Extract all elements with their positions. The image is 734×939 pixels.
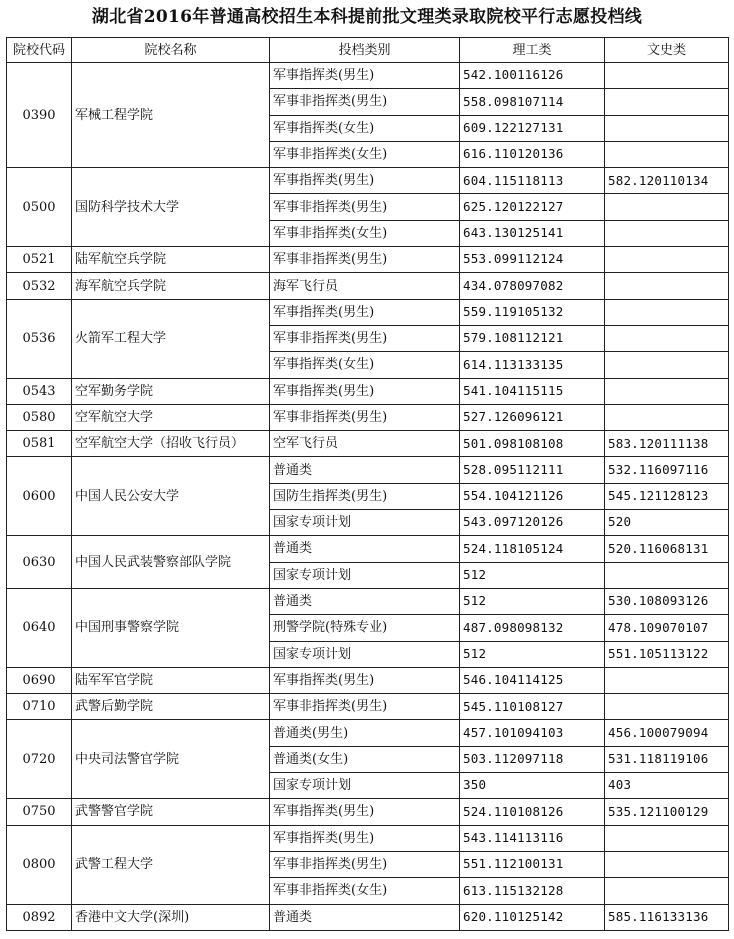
science-score-cell: 620.110125142 bbox=[460, 904, 605, 930]
science-score-cell: 551.112100131 bbox=[460, 851, 605, 877]
category-cell: 军事非指挥类(男生) bbox=[270, 694, 460, 720]
arts-score-cell bbox=[605, 115, 729, 141]
science-score-cell: 503.112097118 bbox=[460, 746, 605, 772]
category-cell: 军事指挥类(男生) bbox=[270, 825, 460, 851]
school-name-cell: 中国人民公安大学 bbox=[72, 457, 270, 536]
table-row bbox=[7, 457, 729, 483]
science-score-cell: 613.115132128 bbox=[460, 878, 605, 904]
school-name-cell: 空军航空大学 bbox=[72, 404, 270, 430]
arts-score-cell bbox=[605, 878, 729, 904]
school-code-cell: 0720 bbox=[7, 720, 72, 799]
school-code-cell: 0500 bbox=[7, 168, 72, 247]
school-name-cell: 香港中文大学(深圳) bbox=[72, 904, 270, 930]
science-score-cell: 528.095112111 bbox=[460, 457, 605, 483]
header-school-code: 院校代码 bbox=[7, 38, 72, 63]
category-cell: 军事指挥类(男生) bbox=[270, 63, 460, 89]
school-code-cell: 0581 bbox=[7, 431, 72, 457]
school-name-cell: 陆军航空兵学院 bbox=[72, 247, 270, 273]
table-row bbox=[7, 904, 729, 930]
table-row bbox=[7, 694, 729, 720]
school-name-cell: 海军航空兵学院 bbox=[72, 273, 270, 299]
table-row bbox=[7, 378, 729, 404]
header-science: 理工类 bbox=[460, 38, 605, 63]
science-score-cell: 625.120122127 bbox=[460, 194, 605, 220]
science-score-cell: 524.110108126 bbox=[460, 799, 605, 825]
science-score-cell: 554.104121126 bbox=[460, 483, 605, 509]
category-cell: 国家专项计划 bbox=[270, 562, 460, 588]
category-cell: 军事指挥类(男生) bbox=[270, 168, 460, 194]
arts-score-cell: 456.100079094 bbox=[605, 720, 729, 746]
arts-score-cell bbox=[605, 220, 729, 246]
arts-score-cell bbox=[605, 562, 729, 588]
school-code-cell: 0800 bbox=[7, 825, 72, 904]
header-arts: 文史类 bbox=[605, 38, 729, 63]
arts-score-cell bbox=[605, 352, 729, 378]
science-score-cell: 512 bbox=[460, 641, 605, 667]
category-cell: 国防生指挥类(男生) bbox=[270, 483, 460, 509]
category-cell: 军事非指挥类(女生) bbox=[270, 141, 460, 167]
school-name-cell: 武警警官学院 bbox=[72, 799, 270, 825]
school-code-cell: 0600 bbox=[7, 457, 72, 536]
arts-score-cell bbox=[605, 694, 729, 720]
arts-score-cell: 551.105113122 bbox=[605, 641, 729, 667]
table-row bbox=[7, 168, 729, 194]
arts-score-cell: 403 bbox=[605, 773, 729, 799]
arts-score-cell bbox=[605, 667, 729, 693]
arts-score-cell: 531.118119106 bbox=[605, 746, 729, 772]
table-row bbox=[7, 799, 729, 825]
science-score-cell: 512 bbox=[460, 562, 605, 588]
science-score-cell: 614.113133135 bbox=[460, 352, 605, 378]
science-score-cell: 545.110108127 bbox=[460, 694, 605, 720]
school-code-cell: 0532 bbox=[7, 273, 72, 299]
arts-score-cell bbox=[605, 299, 729, 325]
category-cell: 普通类 bbox=[270, 457, 460, 483]
header-category: 投档类别 bbox=[270, 38, 460, 63]
science-score-cell: 558.098107114 bbox=[460, 89, 605, 115]
arts-score-cell: 520.116068131 bbox=[605, 536, 729, 562]
arts-score-cell bbox=[605, 325, 729, 351]
category-cell: 军事非指挥类(男生) bbox=[270, 404, 460, 430]
arts-score-cell bbox=[605, 247, 729, 273]
category-cell: 军事指挥类(女生) bbox=[270, 352, 460, 378]
table-row bbox=[7, 63, 729, 89]
school-name-cell: 中央司法警官学院 bbox=[72, 720, 270, 799]
science-score-cell: 487.098098132 bbox=[460, 615, 605, 641]
science-score-cell: 559.119105132 bbox=[460, 299, 605, 325]
arts-score-cell bbox=[605, 851, 729, 877]
arts-score-cell: 545.121128123 bbox=[605, 483, 729, 509]
arts-score-cell: 520 bbox=[605, 510, 729, 536]
school-code-cell: 0630 bbox=[7, 536, 72, 589]
science-score-cell: 541.104115115 bbox=[460, 378, 605, 404]
category-cell: 国家专项计划 bbox=[270, 773, 460, 799]
category-cell: 军事指挥类(男生) bbox=[270, 799, 460, 825]
science-score-cell: 546.104114125 bbox=[460, 667, 605, 693]
science-score-cell: 643.130125141 bbox=[460, 220, 605, 246]
arts-score-cell bbox=[605, 63, 729, 89]
category-cell: 军事非指挥类(男生) bbox=[270, 194, 460, 220]
school-name-cell: 空军勤务学院 bbox=[72, 378, 270, 404]
arts-score-cell: 530.108093126 bbox=[605, 588, 729, 614]
arts-score-cell bbox=[605, 378, 729, 404]
science-score-cell: 501.098108108 bbox=[460, 431, 605, 457]
category-cell: 刑警学院(特殊专业) bbox=[270, 615, 460, 641]
page-title: 湖北省2016年普通高校招生本科提前批文理类录取院校平行志愿投档线 bbox=[91, 7, 643, 27]
science-score-cell: 579.108112121 bbox=[460, 325, 605, 351]
school-name-cell: 国防科学技术大学 bbox=[72, 168, 270, 247]
table-body bbox=[7, 63, 729, 931]
science-score-cell: 553.099112124 bbox=[460, 247, 605, 273]
school-name-cell: 空军航空大学（招收飞行员） bbox=[72, 431, 270, 457]
science-score-cell: 457.101094103 bbox=[460, 720, 605, 746]
school-code-cell: 0750 bbox=[7, 799, 72, 825]
arts-score-cell: 583.120111138 bbox=[605, 431, 729, 457]
category-cell: 普通类(男生) bbox=[270, 720, 460, 746]
school-name-cell: 陆军军官学院 bbox=[72, 667, 270, 693]
science-score-cell: 616.110120136 bbox=[460, 141, 605, 167]
category-cell: 军事非指挥类(女生) bbox=[270, 220, 460, 246]
science-score-cell: 609.122127131 bbox=[460, 115, 605, 141]
science-score-cell: 604.115118113 bbox=[460, 168, 605, 194]
category-cell: 普通类 bbox=[270, 588, 460, 614]
science-score-cell: 524.118105124 bbox=[460, 536, 605, 562]
arts-score-cell: 478.109070107 bbox=[605, 615, 729, 641]
category-cell: 空军飞行员 bbox=[270, 431, 460, 457]
arts-score-cell: 582.120110134 bbox=[605, 168, 729, 194]
category-cell: 军事指挥类(男生) bbox=[270, 378, 460, 404]
arts-score-cell bbox=[605, 273, 729, 299]
school-code-cell: 0536 bbox=[7, 299, 72, 378]
arts-score-cell bbox=[605, 825, 729, 851]
table-row bbox=[7, 720, 729, 746]
school-code-cell: 0892 bbox=[7, 904, 72, 930]
science-score-cell: 543.097120126 bbox=[460, 510, 605, 536]
school-code-cell: 0690 bbox=[7, 667, 72, 693]
school-name-cell: 火箭军工程大学 bbox=[72, 299, 270, 378]
arts-score-cell: 532.116097116 bbox=[605, 457, 729, 483]
arts-score-cell bbox=[605, 194, 729, 220]
school-name-cell: 中国刑事警察学院 bbox=[72, 588, 270, 667]
category-cell: 普通类(女生) bbox=[270, 746, 460, 772]
category-cell: 军事非指挥类(男生) bbox=[270, 851, 460, 877]
category-cell: 军事非指挥类(男生) bbox=[270, 89, 460, 115]
table-row bbox=[7, 299, 729, 325]
arts-score-cell bbox=[605, 404, 729, 430]
header-school-name: 院校名称 bbox=[72, 38, 270, 63]
category-cell: 军事非指挥类(女生) bbox=[270, 878, 460, 904]
admission-score-table bbox=[6, 37, 729, 931]
table-row bbox=[7, 825, 729, 851]
category-cell: 军事非指挥类(男生) bbox=[270, 247, 460, 273]
table-row bbox=[7, 247, 729, 273]
school-name-cell: 中国人民武装警察部队学院 bbox=[72, 536, 270, 589]
school-name-cell: 武警工程大学 bbox=[72, 825, 270, 904]
category-cell: 普通类 bbox=[270, 536, 460, 562]
science-score-cell: 434.078097082 bbox=[460, 273, 605, 299]
table-row bbox=[7, 431, 729, 457]
category-cell: 军事指挥类(男生) bbox=[270, 299, 460, 325]
table-row bbox=[7, 273, 729, 299]
school-code-cell: 0521 bbox=[7, 247, 72, 273]
table-header-row bbox=[7, 38, 729, 63]
school-code-cell: 0640 bbox=[7, 588, 72, 667]
table-row bbox=[7, 588, 729, 614]
category-cell: 海军飞行员 bbox=[270, 273, 460, 299]
table-row bbox=[7, 536, 729, 562]
arts-score-cell bbox=[605, 141, 729, 167]
category-cell: 国家专项计划 bbox=[270, 641, 460, 667]
category-cell: 国家专项计划 bbox=[270, 510, 460, 536]
science-score-cell: 512 bbox=[460, 588, 605, 614]
arts-score-cell: 585.116133136 bbox=[605, 904, 729, 930]
school-code-cell: 0543 bbox=[7, 378, 72, 404]
category-cell: 军事指挥类(男生) bbox=[270, 667, 460, 693]
science-score-cell: 350 bbox=[460, 773, 605, 799]
table-row bbox=[7, 667, 729, 693]
school-name-cell: 武警后勤学院 bbox=[72, 694, 270, 720]
science-score-cell: 527.126096121 bbox=[460, 404, 605, 430]
category-cell: 军事指挥类(女生) bbox=[270, 115, 460, 141]
school-code-cell: 0390 bbox=[7, 63, 72, 168]
arts-score-cell: 535.121100129 bbox=[605, 799, 729, 825]
science-score-cell: 542.100116126 bbox=[460, 63, 605, 89]
table-row bbox=[7, 404, 729, 430]
category-cell: 军事非指挥类(男生) bbox=[270, 325, 460, 351]
school-code-cell: 0710 bbox=[7, 694, 72, 720]
science-score-cell: 543.114113116 bbox=[460, 825, 605, 851]
arts-score-cell bbox=[605, 89, 729, 115]
category-cell: 普通类 bbox=[270, 904, 460, 930]
school-name-cell: 军械工程学院 bbox=[72, 63, 270, 168]
school-code-cell: 0580 bbox=[7, 404, 72, 430]
